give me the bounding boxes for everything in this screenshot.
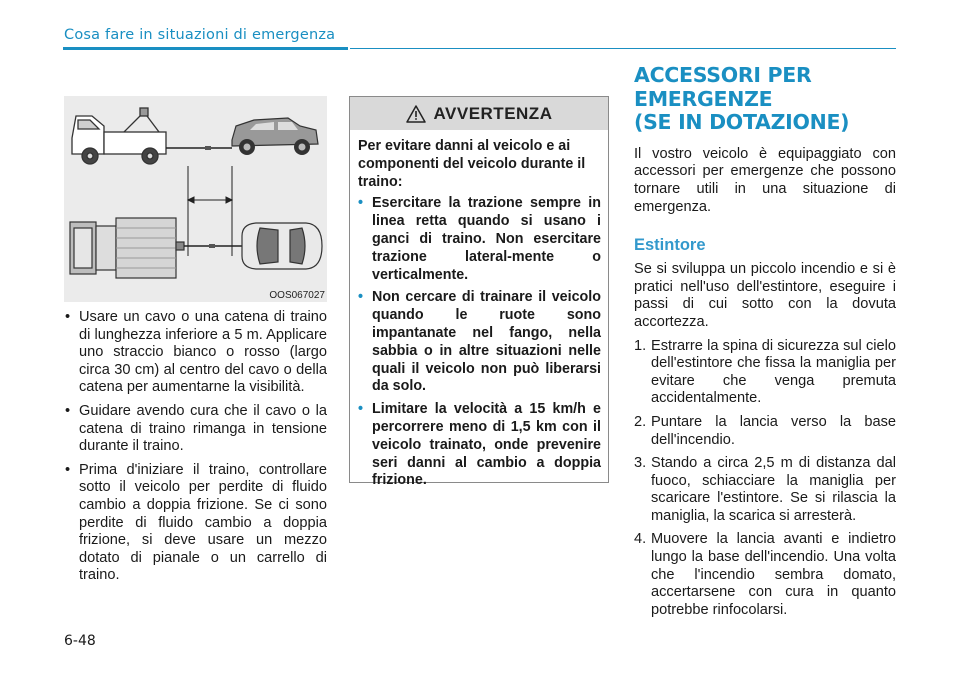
tow-truck-top <box>70 218 184 278</box>
warning-title: AVVERTENZA <box>433 103 553 123</box>
accessories-intro: Il vostro veicolo è equipaggiato con accessori per emergenze che possono tornare utili in una situazione di emergenza. <box>634 145 896 215</box>
warning-item: • Limitare la velocità a 15 km/h e percorrere meno di 1,5 km con il veicolo trainato, onde prevenire seri danni al cambio a doppia frizione. <box>358 401 601 489</box>
list-item: • Usare un cavo o una catena di traino di lunghezza inferiore a 5 m. Applicare uno straccio bianco o rosso (largo circa 30 cm) al centro del cavo o della catena per aumentarne la visibilità. <box>65 309 327 396</box>
warning-header <box>350 97 608 130</box>
step-item <box>634 338 896 408</box>
step-number: 4. <box>634 531 647 548</box>
warning-item-text: Limitare la velocità a 15 km/h e percorrere meno di 1,5 km con il veicolo trainato, onde prevenire seri danni al cambio a doppia frizione. <box>372 401 601 489</box>
towing-illustration <box>64 96 327 302</box>
step-number: 2. <box>634 413 647 430</box>
step-item <box>634 414 896 449</box>
warning-triangle-icon <box>406 105 426 123</box>
list-item: • Prima d'iniziare il traino, controllare sotto il veicolo per perdite di fluido cambio a doppia frizione. Se ci sono perdite di fluido cambio a doppia frizione, si deve usare un mezzo dotato di pianale o un carrello di traino. <box>65 461 327 584</box>
towed-suv-side <box>232 118 318 155</box>
extinguisher-intro: Se si sviluppa un piccolo incendio e si è pratici nell'uso dell'estintore, eseguire i passi di cui sotto con la dovuta accortezza. <box>634 261 896 330</box>
figure-code: OOS067027 <box>269 290 325 301</box>
towing-instructions <box>64 309 327 591</box>
step-text: Stando a circa 2,5 m di distanza dal fuoco, schiacciare la maniglia per scaricare l'estintore. Se si rilascia la maniglia, la scarica si arresterà. <box>651 455 896 524</box>
bullet-text: Prima d'iniziare il traino, controllare sotto il veicolo per perdite di fluido cambio a doppia frizione. Se ci sono perdite di fluido cambio a doppia frizione, si deve usare un mezzo dotato di pianale o un carrello di traino. <box>79 461 327 584</box>
step-text: Estrarre la spina di sicurezza sul cielo dell'estintore che fissa la maniglia per evitare che venga premuta accidentalmente. <box>651 337 896 407</box>
warning-intro: Per evitare danni al veicolo e ai componenti del veicolo durante il traino: <box>358 138 586 190</box>
title-line: EMERGENZE <box>634 86 773 111</box>
bullet-text: Guidare avendo cura che il cavo o la catena di traino rimanga in tensione durante il traino. <box>79 402 327 455</box>
header-accent-bar <box>63 47 348 50</box>
tow-truck-side <box>72 108 166 164</box>
step-text: Muovere la lancia avanti e indietro lungo la base dell'incendio. Una volta che l'incendio sembra domato, accertarsene con cura in quanto potrebbe rinfocolarsi. <box>651 531 896 618</box>
warning-item: • Non cercare di trainare il veicolo quando le ruote sono impantanate nel fango, nella sabbia o in altre situazioni nelle quali il veicolo non può liberarsi da solo. <box>358 289 601 395</box>
bullet-text: Usare un cavo o una catena di traino di lunghezza inferiore a 5 m. Applicare uno straccio bianco o rosso (largo circa 30 cm) al centro del cavo o della catena per aumentarne la visibilità. <box>79 309 327 396</box>
warning-item-text: Esercitare la trazione sempre in linea retta quando si usano i ganci di traino. Non esercitare trazione lateral-mente o verticalmente. <box>372 195 601 283</box>
accessories-section <box>634 64 896 619</box>
accessories-title <box>634 64 896 135</box>
title-line: (SE IN DOTAZIONE) <box>634 110 850 135</box>
step-number: 3. <box>634 455 647 472</box>
warning-box <box>349 96 609 489</box>
page-number: 6-48 <box>64 633 96 649</box>
step-item <box>634 531 896 619</box>
extinguisher-title: Estintore <box>634 236 706 255</box>
step-item <box>634 455 896 525</box>
title-line: ACCESSORI PER <box>634 63 812 87</box>
step-number: 1. <box>634 337 647 354</box>
warning-item-text: Non cercare di trainare il veicolo quando le ruote sono impantanate nel fango, nella sabbia o in altre situazioni nelle quali il veicolo non può liberarsi da solo. <box>372 289 601 395</box>
warning-item: • Esercitare la trazione sempre in linea retta quando si usano i ganci di traino. Non esercitare trazione lateral-mente o verticalmente. <box>358 195 601 283</box>
towing-diagram <box>64 96 327 302</box>
towed-car-top <box>242 223 322 269</box>
step-text: Puntare la lancia verso la base dell'incendio. <box>651 413 896 448</box>
list-item: • Guidare avendo cura che il cavo o la catena di traino rimanga in tensione durante il traino. <box>65 402 327 455</box>
header-rule <box>350 48 896 49</box>
section-title: Cosa fare in situazioni di emergenza <box>64 27 336 43</box>
